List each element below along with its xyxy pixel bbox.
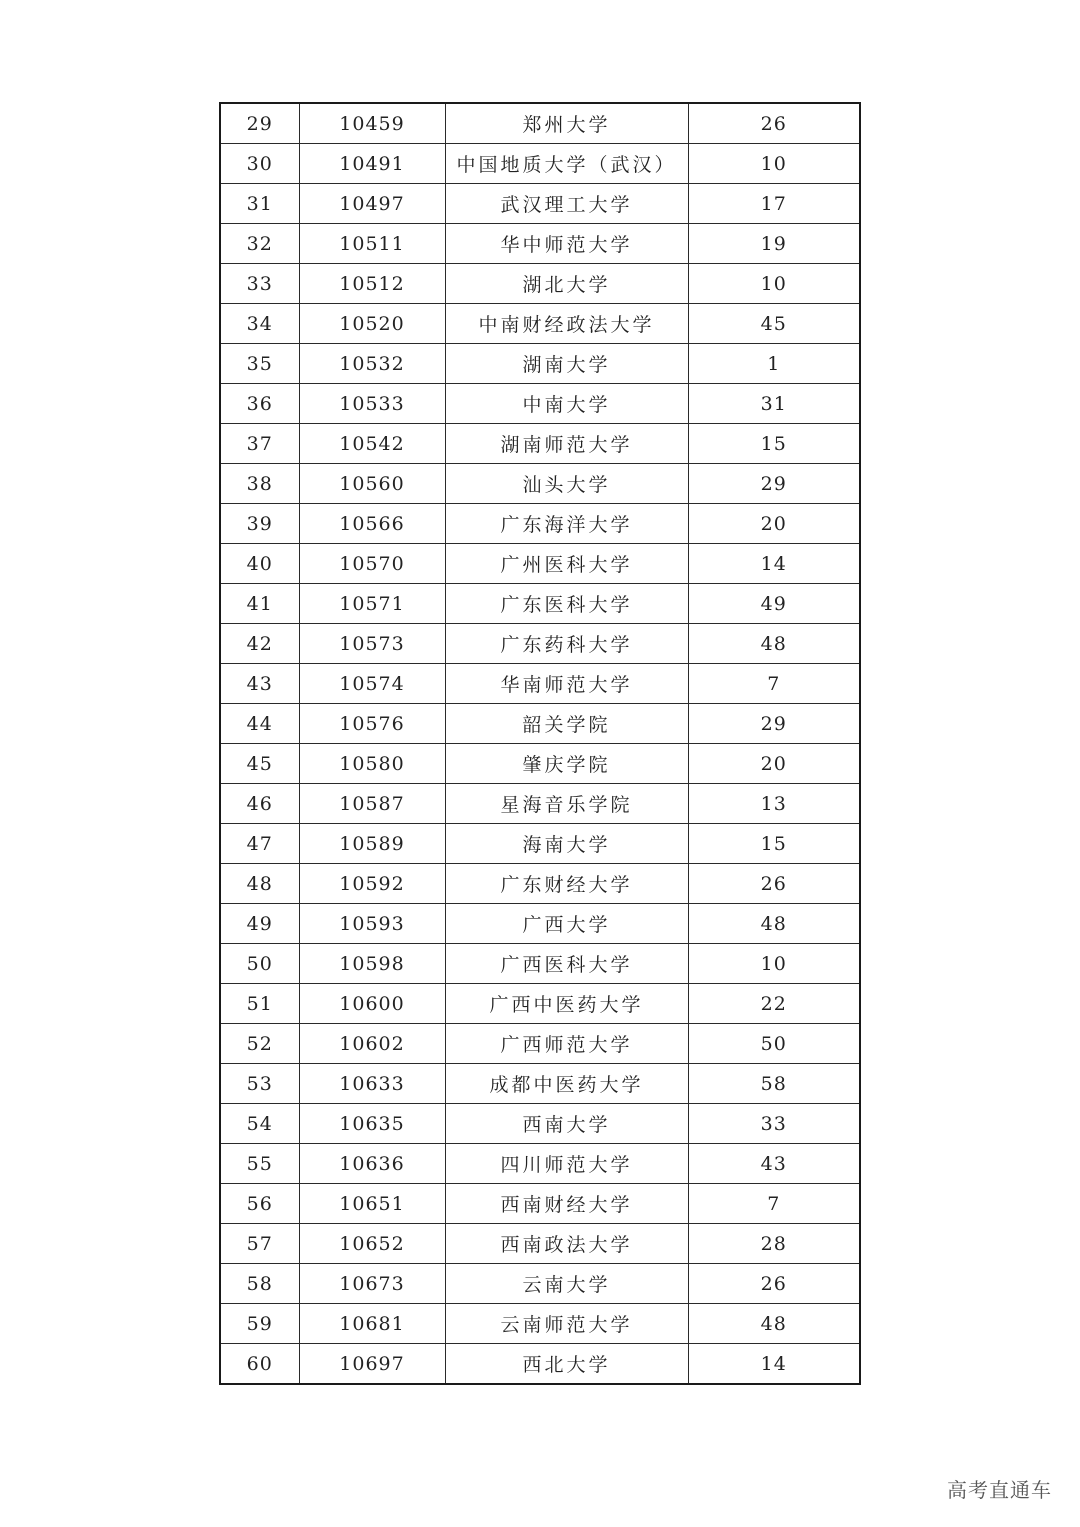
row-index-cell: 52: [220, 1024, 299, 1064]
school-code-cell: 10566: [299, 504, 445, 544]
row-index-cell: 49: [220, 904, 299, 944]
school-name-cell: 湖南师范大学: [445, 424, 688, 464]
row-index-cell: 39: [220, 504, 299, 544]
school-name-cell: 广东医科大学: [445, 584, 688, 624]
school-name-cell: 华中师范大学: [445, 224, 688, 264]
school-code-cell: 10635: [299, 1104, 445, 1144]
row-index-cell: 41: [220, 584, 299, 624]
table-row: [220, 1024, 860, 1064]
count-cell: 7: [688, 664, 860, 704]
row-index-cell: 36: [220, 384, 299, 424]
row-index-cell: 53: [220, 1064, 299, 1104]
count-cell: 10: [688, 264, 860, 304]
school-code-cell: 10589: [299, 824, 445, 864]
university-table: [219, 102, 861, 1385]
row-index-cell: 47: [220, 824, 299, 864]
school-name-cell: 华南师范大学: [445, 664, 688, 704]
school-name-cell: 广西医科大学: [445, 944, 688, 984]
school-code-cell: 10576: [299, 704, 445, 744]
row-index-cell: 43: [220, 664, 299, 704]
count-cell: 14: [688, 544, 860, 584]
school-code-cell: 10587: [299, 784, 445, 824]
row-index-cell: 34: [220, 304, 299, 344]
count-cell: 1: [688, 344, 860, 384]
school-code-cell: 10580: [299, 744, 445, 784]
school-name-cell: 西南财经大学: [445, 1184, 688, 1224]
school-name-cell: 四川师范大学: [445, 1144, 688, 1184]
school-code-cell: 10593: [299, 904, 445, 944]
count-cell: 29: [688, 704, 860, 744]
row-index-cell: 50: [220, 944, 299, 984]
school-name-cell: 武汉理工大学: [445, 184, 688, 224]
table-row: [220, 464, 860, 504]
school-name-cell: 广东财经大学: [445, 864, 688, 904]
count-cell: 33: [688, 1104, 860, 1144]
school-name-cell: 中南财经政法大学: [445, 304, 688, 344]
row-index-cell: 29: [220, 103, 299, 144]
school-code-cell: 10497: [299, 184, 445, 224]
school-code-cell: 10511: [299, 224, 445, 264]
school-name-cell: 云南大学: [445, 1264, 688, 1304]
school-name-cell: 海南大学: [445, 824, 688, 864]
count-cell: 14: [688, 1344, 860, 1385]
table-row: [220, 1104, 860, 1144]
table-row: [220, 304, 860, 344]
school-name-cell: 成都中医药大学: [445, 1064, 688, 1104]
school-name-cell: 广西中医药大学: [445, 984, 688, 1024]
table-row: [220, 624, 860, 664]
school-name-cell: 广西大学: [445, 904, 688, 944]
count-cell: 10: [688, 944, 860, 984]
table-row: [220, 664, 860, 704]
row-index-cell: 48: [220, 864, 299, 904]
school-name-cell: 云南师范大学: [445, 1304, 688, 1344]
table-row: [220, 1224, 860, 1264]
row-index-cell: 54: [220, 1104, 299, 1144]
row-index-cell: 38: [220, 464, 299, 504]
school-code-cell: 10636: [299, 1144, 445, 1184]
school-code-cell: 10571: [299, 584, 445, 624]
row-index-cell: 51: [220, 984, 299, 1024]
row-index-cell: 35: [220, 344, 299, 384]
watermark-text: 高考直通车: [947, 1478, 1052, 1502]
count-cell: 20: [688, 504, 860, 544]
row-index-cell: 30: [220, 144, 299, 184]
school-code-cell: 10459: [299, 103, 445, 144]
count-cell: 20: [688, 744, 860, 784]
school-code-cell: 10598: [299, 944, 445, 984]
table-row: [220, 544, 860, 584]
school-name-cell: 星海音乐学院: [445, 784, 688, 824]
table-row: [220, 504, 860, 544]
row-index-cell: 32: [220, 224, 299, 264]
row-index-cell: 60: [220, 1344, 299, 1385]
count-cell: 28: [688, 1224, 860, 1264]
count-cell: 26: [688, 864, 860, 904]
table-row: [220, 144, 860, 184]
table-row: [220, 1064, 860, 1104]
count-cell: 48: [688, 624, 860, 664]
table-body: [220, 103, 860, 1384]
school-code-cell: 10633: [299, 1064, 445, 1104]
table-row: [220, 704, 860, 744]
table-row: [220, 1304, 860, 1344]
row-index-cell: 40: [220, 544, 299, 584]
count-cell: 58: [688, 1064, 860, 1104]
table-row: [220, 1144, 860, 1184]
table-row: [220, 424, 860, 464]
school-name-cell: 广州医科大学: [445, 544, 688, 584]
table-row: [220, 384, 860, 424]
row-index-cell: 56: [220, 1184, 299, 1224]
school-name-cell: 西南政法大学: [445, 1224, 688, 1264]
count-cell: 10: [688, 144, 860, 184]
school-name-cell: 郑州大学: [445, 103, 688, 144]
school-name-cell: 汕头大学: [445, 464, 688, 504]
school-code-cell: 10532: [299, 344, 445, 384]
school-name-cell: 湖南大学: [445, 344, 688, 384]
school-name-cell: 广东海洋大学: [445, 504, 688, 544]
school-name-cell: 中国地质大学（武汉）: [445, 144, 688, 184]
row-index-cell: 57: [220, 1224, 299, 1264]
table-row: [220, 184, 860, 224]
count-cell: 48: [688, 904, 860, 944]
table-row: [220, 344, 860, 384]
row-index-cell: 55: [220, 1144, 299, 1184]
school-code-cell: 10542: [299, 424, 445, 464]
count-cell: 26: [688, 1264, 860, 1304]
count-cell: 26: [688, 103, 860, 144]
school-code-cell: 10697: [299, 1344, 445, 1385]
table-row: [220, 1264, 860, 1304]
count-cell: 45: [688, 304, 860, 344]
school-name-cell: 肇庆学院: [445, 744, 688, 784]
school-code-cell: 10512: [299, 264, 445, 304]
count-cell: 15: [688, 424, 860, 464]
row-index-cell: 44: [220, 704, 299, 744]
row-index-cell: 58: [220, 1264, 299, 1304]
school-name-cell: 西北大学: [445, 1344, 688, 1385]
count-cell: 50: [688, 1024, 860, 1064]
school-name-cell: 广东药科大学: [445, 624, 688, 664]
count-cell: 19: [688, 224, 860, 264]
count-cell: 49: [688, 584, 860, 624]
row-index-cell: 42: [220, 624, 299, 664]
school-name-cell: 西南大学: [445, 1104, 688, 1144]
row-index-cell: 33: [220, 264, 299, 304]
row-index-cell: 45: [220, 744, 299, 784]
school-code-cell: 10573: [299, 624, 445, 664]
table-row: [220, 744, 860, 784]
school-name-cell: 韶关学院: [445, 704, 688, 744]
count-cell: 7: [688, 1184, 860, 1224]
count-cell: 13: [688, 784, 860, 824]
count-cell: 22: [688, 984, 860, 1024]
school-code-cell: 10602: [299, 1024, 445, 1064]
row-index-cell: 46: [220, 784, 299, 824]
school-code-cell: 10570: [299, 544, 445, 584]
count-cell: 29: [688, 464, 860, 504]
table-row: [220, 103, 860, 144]
school-code-cell: 10652: [299, 1224, 445, 1264]
table-row: [220, 904, 860, 944]
table-row: [220, 224, 860, 264]
table-row: [220, 264, 860, 304]
table-row: [220, 984, 860, 1024]
school-code-cell: 10560: [299, 464, 445, 504]
school-code-cell: 10600: [299, 984, 445, 1024]
count-cell: 48: [688, 1304, 860, 1344]
school-code-cell: 10520: [299, 304, 445, 344]
school-code-cell: 10651: [299, 1184, 445, 1224]
table-row: [220, 1344, 860, 1385]
count-cell: 15: [688, 824, 860, 864]
school-code-cell: 10533: [299, 384, 445, 424]
school-code-cell: 10681: [299, 1304, 445, 1344]
table-row: [220, 864, 860, 904]
school-code-cell: 10592: [299, 864, 445, 904]
row-index-cell: 37: [220, 424, 299, 464]
count-cell: 17: [688, 184, 860, 224]
school-code-cell: 10491: [299, 144, 445, 184]
school-code-cell: 10673: [299, 1264, 445, 1304]
table-row: [220, 784, 860, 824]
school-name-cell: 广西师范大学: [445, 1024, 688, 1064]
school-code-cell: 10574: [299, 664, 445, 704]
table-row: [220, 944, 860, 984]
row-index-cell: 59: [220, 1304, 299, 1344]
row-index-cell: 31: [220, 184, 299, 224]
school-name-cell: 中南大学: [445, 384, 688, 424]
school-name-cell: 湖北大学: [445, 264, 688, 304]
table-row: [220, 584, 860, 624]
count-cell: 31: [688, 384, 860, 424]
table-row: [220, 824, 860, 864]
count-cell: 43: [688, 1144, 860, 1184]
table-row: [220, 1184, 860, 1224]
